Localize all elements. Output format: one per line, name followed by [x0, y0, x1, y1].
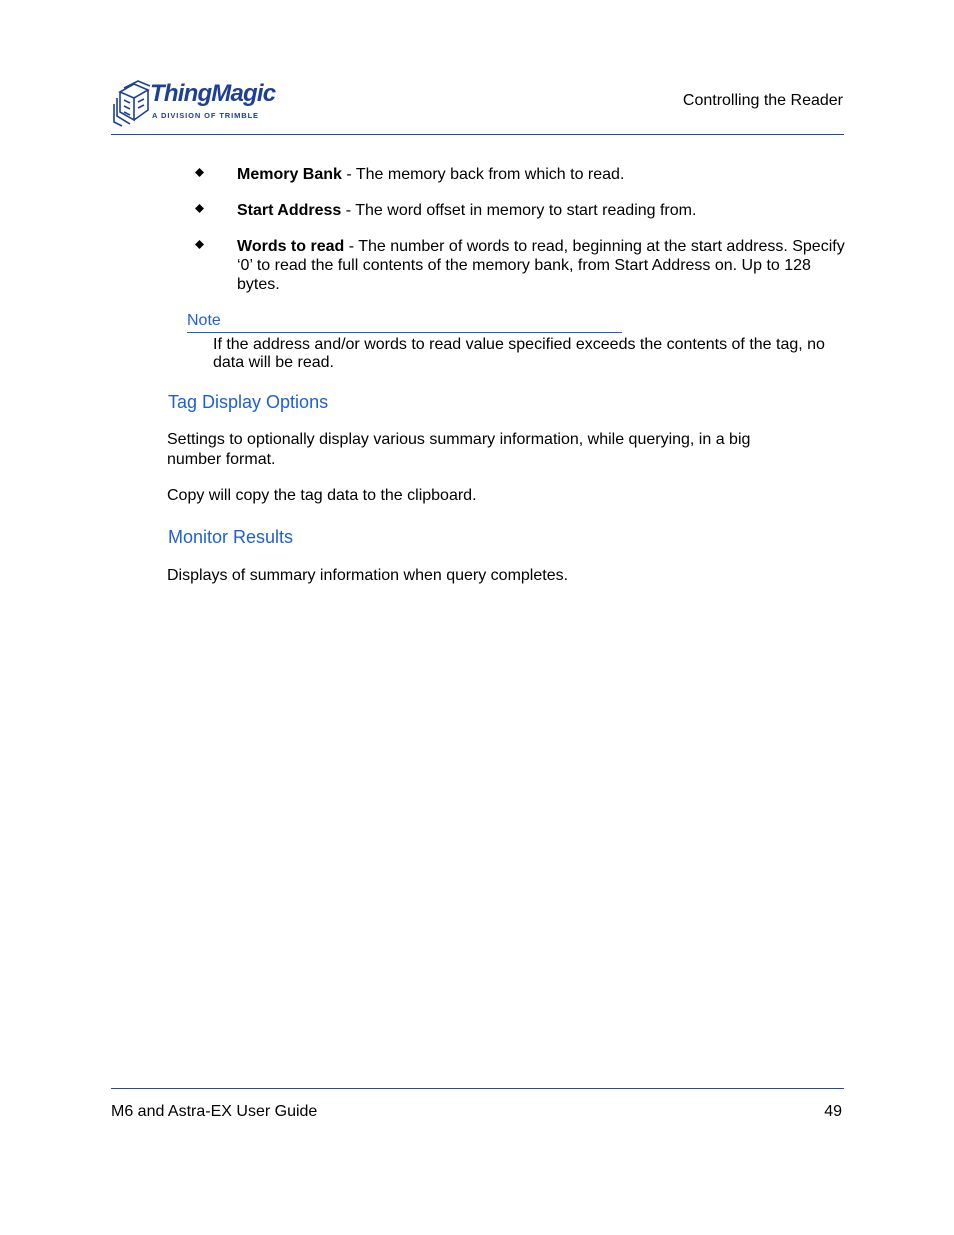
logo-tagline: A DIVISION OF TRIMBLE [152, 111, 259, 120]
diamond-bullet-icon [195, 240, 204, 249]
bullet-text [237, 201, 847, 220]
bullet-text [237, 237, 847, 294]
thingmagic-logo [112, 78, 292, 130]
paragraph: Copy will copy the tag data to the clipboard. [167, 487, 477, 504]
bullet-description: - The word offset in memory to start reading from. [341, 202, 697, 219]
section-heading-tag-display-options: Tag Display Options [168, 392, 329, 412]
bullet-term: Words to read [237, 238, 345, 255]
bullet-description: - The memory back from which to read. [341, 166, 625, 183]
footer-guide-title: M6 and Astra-EX User Guide [111, 1103, 318, 1120]
page-number: 49 [824, 1103, 842, 1120]
bullet-description: - The number of words to read, beginning at the start address. Specify ‘0’ to read the full contents of the memory bank, from Start Address on. Up to 128 bytes. [237, 238, 845, 293]
header-rule [111, 134, 844, 135]
diamond-bullet-icon [195, 168, 204, 177]
footer-rule [111, 1088, 844, 1089]
logo-wordmark: ThingMagic [150, 80, 276, 107]
section-heading-monitor-results: Monitor Results [168, 527, 294, 547]
bullet-text [237, 165, 847, 184]
note-text: If the address and/or words to read value specified exceeds the contents of the tag, no data will be read. [213, 336, 825, 371]
note-label: Note [187, 312, 221, 329]
bullet-term: Start Address [237, 202, 342, 219]
paragraph: Settings to optionally display various summary information, while querying, in a big number format. [167, 431, 751, 468]
note-rule [187, 332, 622, 333]
paragraph: Displays of summary information when query completes. [167, 567, 569, 584]
thingmagic-cube-logo-icon [112, 78, 152, 128]
diamond-bullet-icon [195, 204, 204, 213]
bullet-term: Memory Bank [237, 166, 342, 183]
running-header-title: Controlling the Reader [682, 92, 843, 109]
